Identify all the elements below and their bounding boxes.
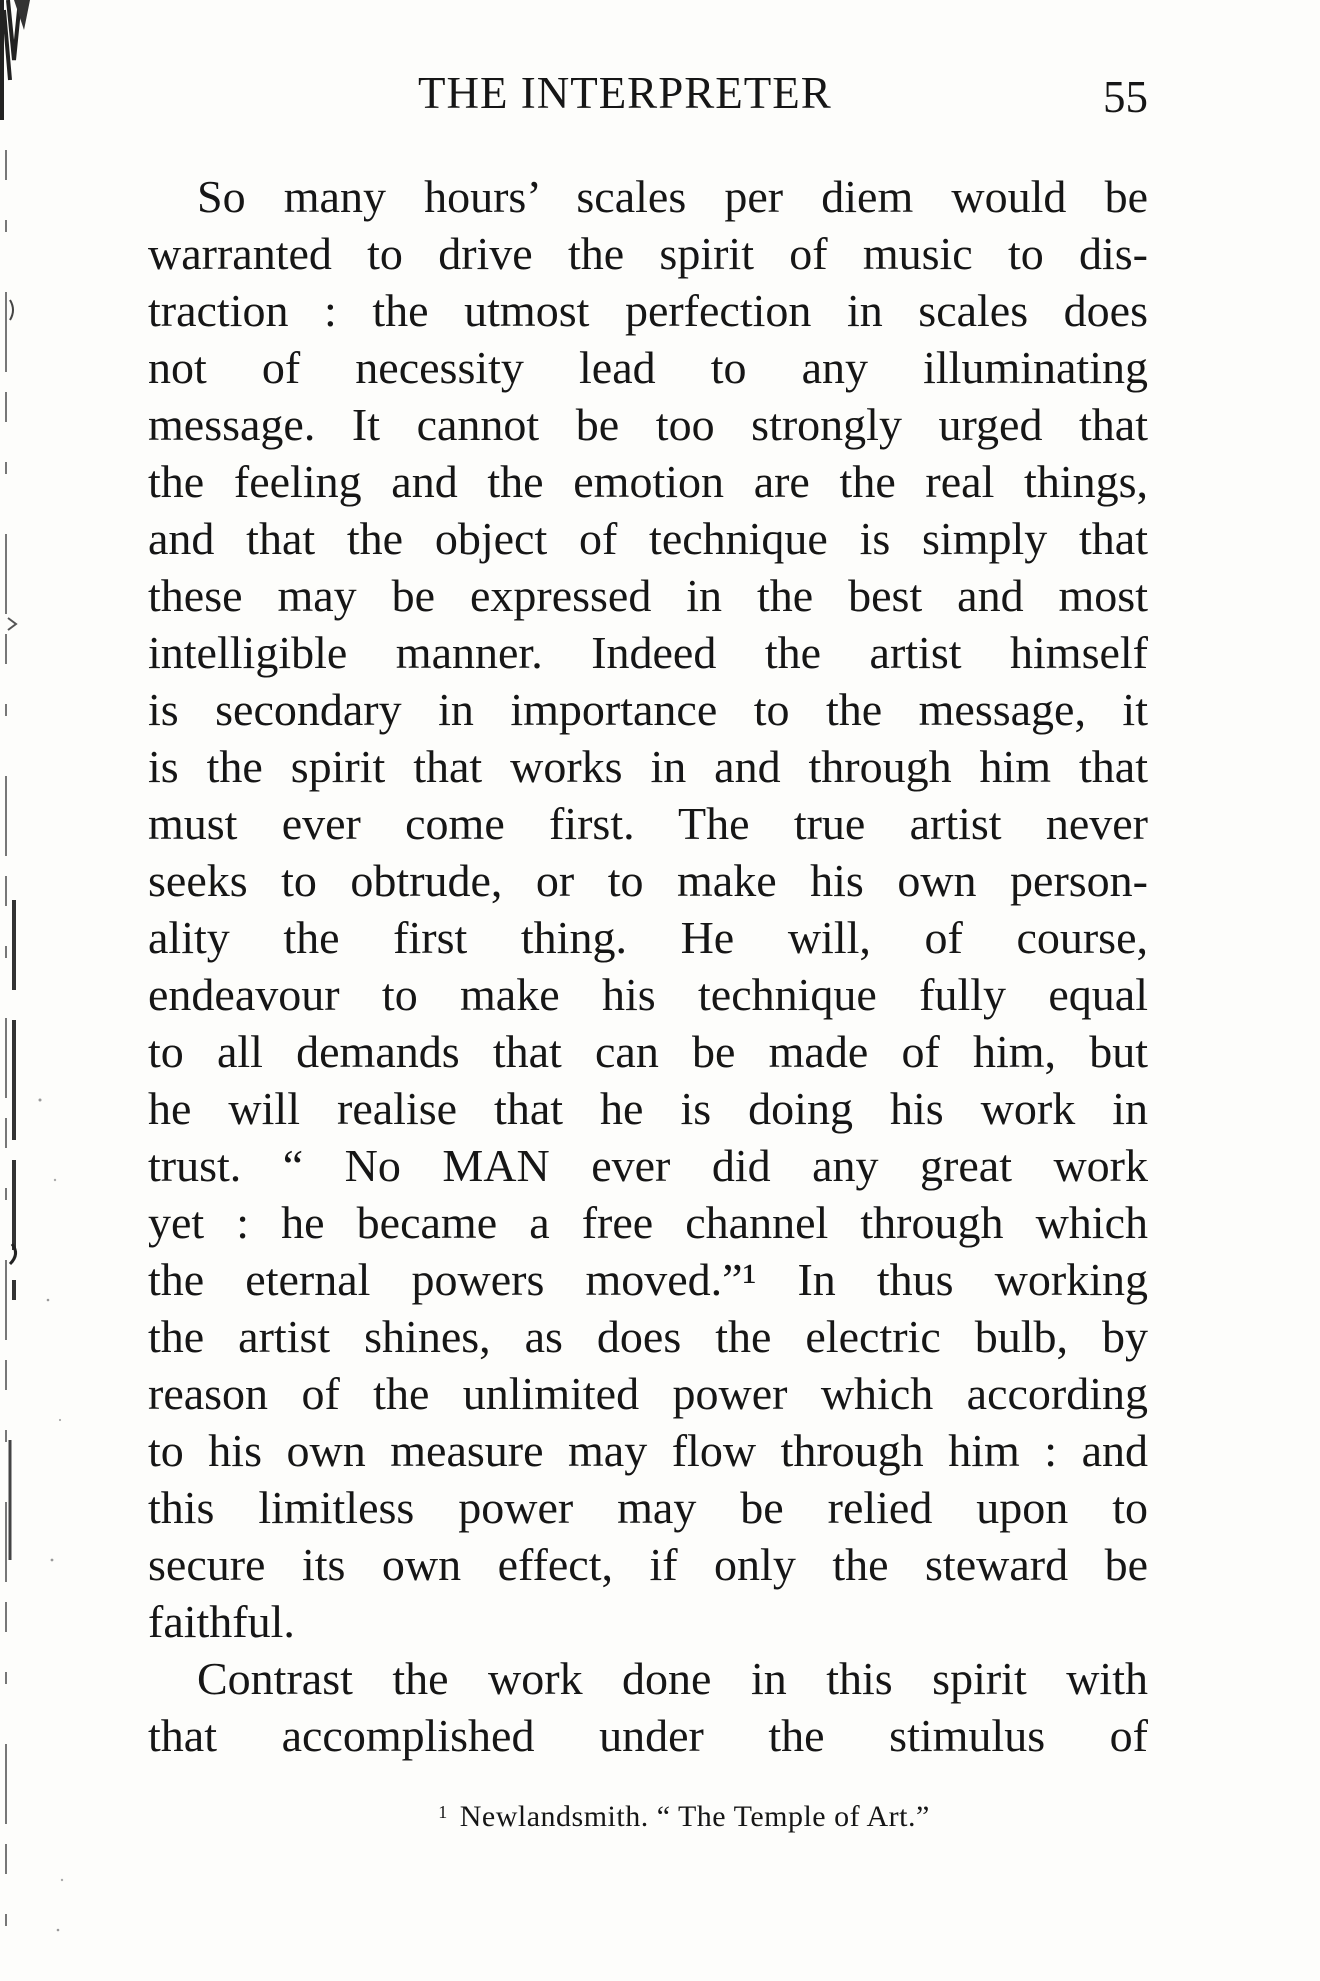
text-line: warranted to drive the spirit of music to dis- <box>148 228 1148 279</box>
text-line: endeavour to make his technique fully equal <box>148 969 1148 1020</box>
text-line: traction : the utmost perfection in scales does <box>148 285 1148 336</box>
text-line: yet : he became a free channel through which <box>148 1197 1148 1248</box>
text-line: that accomplished under the stimulus of <box>148 1710 1148 1761</box>
text-line: So many hours’ scales per diem would be <box>197 171 1148 222</box>
binding-gutter <box>0 0 90 1981</box>
text-line: is the spirit that works in and through him that <box>148 741 1148 792</box>
text-line: reason of the unlimited power which according <box>148 1368 1148 1419</box>
text-line: is secondary in importance to the message, it <box>148 684 1148 735</box>
text-line: message. It cannot be too strongly urged that <box>148 399 1148 450</box>
text-line: intelligible manner. Indeed the artist himself <box>148 627 1148 678</box>
page-number: 55 <box>1103 72 1148 122</box>
text-line: trust. “ No MAN ever did any great work <box>148 1140 1148 1191</box>
text-line: faithful. <box>148 1596 295 1647</box>
footnote <box>0 1800 1320 1834</box>
body-text <box>148 168 1148 1764</box>
paragraph-2 <box>148 1650 1148 1764</box>
text-line: to his own measure may flow through him : and <box>148 1425 1148 1476</box>
text-line: he will realise that he is doing his work in <box>148 1083 1148 1134</box>
text-line: seeks to obtrude, or to make his own person- <box>148 855 1148 906</box>
text-line: to all demands that can be made of him, but <box>148 1026 1148 1077</box>
paragraph-1 <box>148 168 1148 1650</box>
running-head <box>148 58 1148 128</box>
footnote-text: Newlandsmith. “ The Temple of Art.” <box>459 1800 930 1833</box>
footnote-marker: 1 <box>438 1802 448 1822</box>
text-line: secure its own effect, if only the steward be <box>148 1539 1148 1590</box>
text-line: the feeling and the emotion are the real things, <box>148 456 1148 507</box>
text-line: not of necessity lead to any illuminating <box>148 342 1148 393</box>
text-line: and that the object of technique is simply that <box>148 513 1148 564</box>
text-line: must ever come first. The true artist never <box>148 798 1148 849</box>
text-line: the eternal powers moved.”¹ In thus working <box>148 1254 1148 1305</box>
text-line: ality the first thing. He will, of course, <box>148 912 1148 963</box>
text-line: Contrast the work done in this spirit with <box>197 1653 1148 1704</box>
text-line: this limitless power may be relied upon to <box>148 1482 1148 1533</box>
text-line: the artist shines, as does the electric bulb, by <box>148 1311 1148 1362</box>
running-title: THE INTERPRETER <box>418 68 832 118</box>
gutter-scan-marks <box>0 0 90 1981</box>
text-line: these may be expressed in the best and most <box>148 570 1148 621</box>
